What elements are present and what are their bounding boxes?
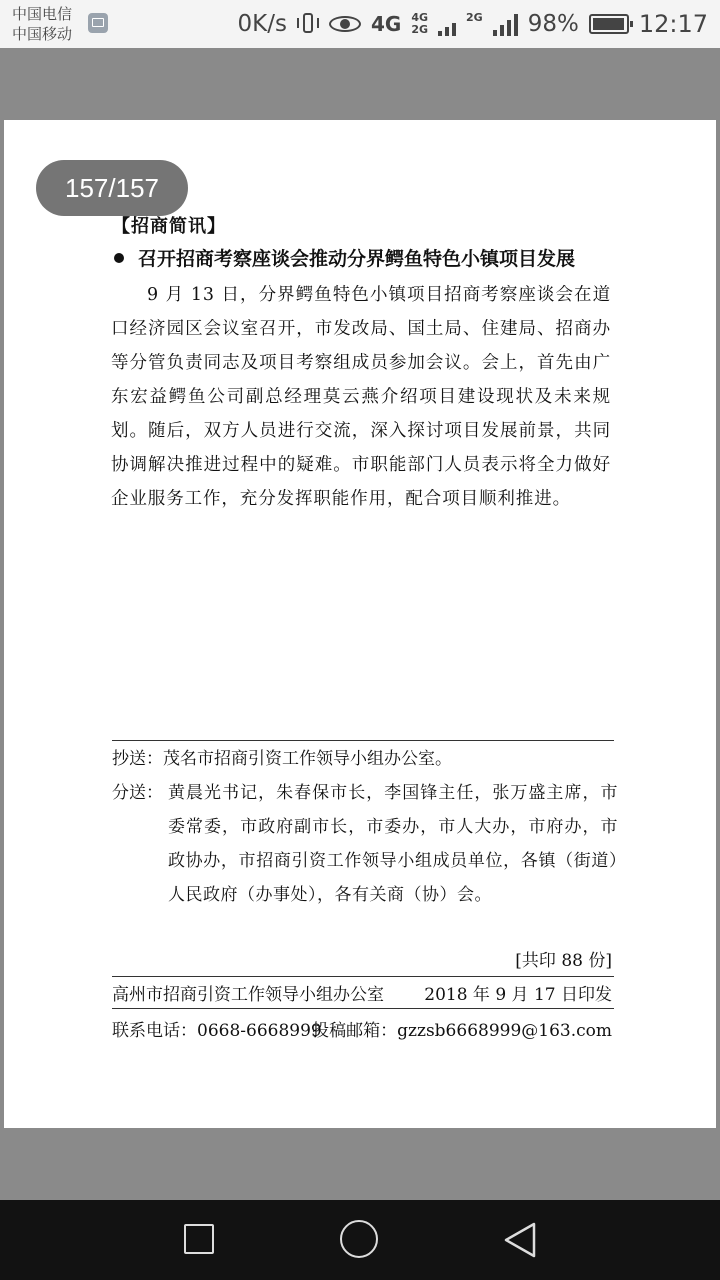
navigation-bar <box>0 1200 720 1280</box>
battery-fill <box>593 18 624 30</box>
headline-text: 召开招商考察座谈会推动分界鳄鱼特色小镇项目发展 <box>138 248 576 270</box>
network-type-2-top: 4G <box>411 11 429 24</box>
divider <box>112 1008 614 1009</box>
copies-count: [共印 88 份] <box>515 951 612 971</box>
network-type-3 <box>466 12 483 36</box>
network-type-2-bottom: 2G <box>411 23 429 36</box>
article-body: 9 月 13 日，分界鳄鱼特色小镇项目招商考察座谈会在道口经济园区会议室召开，市发改局、国土局、住建局、招商办等分管负责同志及项目考察组成员参加会议。会上，首先由广东宏益鳄鱼公司副总经理莫云燕介绍项目建设现状及未来规划。随后，双方人员进行交流，深入探讨项目发展前景，共同协调解决推进过程中的疑难。市职能部门人员表示将全力做好企业服务工作，充分发挥职能作用，配合项目顺利推进。 <box>111 285 611 509</box>
net-speed: 0K/s <box>237 11 287 37</box>
eye-comfort-icon <box>329 14 361 34</box>
headline <box>114 244 575 271</box>
status-bar <box>0 0 720 48</box>
print-date: 2018 年 9 月 17 日印发 <box>424 985 612 1005</box>
vibrate-icon <box>297 11 319 37</box>
network-type-2 <box>411 12 428 36</box>
divider <box>112 976 614 977</box>
signal-bar <box>493 30 497 36</box>
signal-bar <box>500 25 504 36</box>
home-button[interactable] <box>340 1220 380 1260</box>
signal-bar <box>438 31 442 36</box>
network-type-1: 4G <box>370 12 402 36</box>
distribution-label: 分送： <box>112 783 163 803</box>
back-button[interactable] <box>500 1220 540 1260</box>
signal-bar <box>445 27 449 36</box>
status-indicators <box>238 0 708 48</box>
signal-icon <box>438 12 456 36</box>
network-type-3-label: 2G <box>466 11 483 24</box>
section-heading: 【招商简讯】 <box>112 216 226 237</box>
distribution-items: 黄晨光书记，朱春保市长，李国锋主任，张万盛主席，市委常委，市政府副市长，市委办，市人大办，市府办，市政协办，市招商引资工作领导小组成员单位，各镇（街道）人民政府（办事处），各有关商（协）会。 <box>168 783 618 905</box>
clock: 12:17 <box>638 10 708 38</box>
carrier-2: 中国移动 <box>12 25 73 43</box>
document-page[interactable] <box>4 120 716 1128</box>
signal-bar <box>507 20 511 36</box>
page-indicator: 157/157 <box>36 160 188 216</box>
sim-icon <box>88 13 108 33</box>
signal-icon-2 <box>493 12 518 36</box>
bullet-icon <box>114 253 124 263</box>
signal-bar <box>452 23 456 36</box>
carrier-info <box>12 4 72 44</box>
battery-icon <box>589 14 629 34</box>
issuing-office: 高州市招商引资工作领导小组办公室 <box>112 985 384 1005</box>
battery-percent: 98% <box>527 11 579 37</box>
signal-bar <box>514 14 518 36</box>
contact-email: 投稿邮箱：gzzsb6668999@163.com <box>312 1021 612 1041</box>
distribution <box>112 776 618 912</box>
back-icon <box>500 1220 540 1260</box>
recent-apps-button[interactable] <box>180 1220 220 1260</box>
divider <box>112 740 614 741</box>
carrier-1: 中国电信 <box>12 5 73 23</box>
contact-phone: 联系电话：0668-6668999 <box>112 1021 322 1041</box>
cc-line: 抄送：茂名市招商引资工作领导小组办公室。 <box>112 749 452 769</box>
